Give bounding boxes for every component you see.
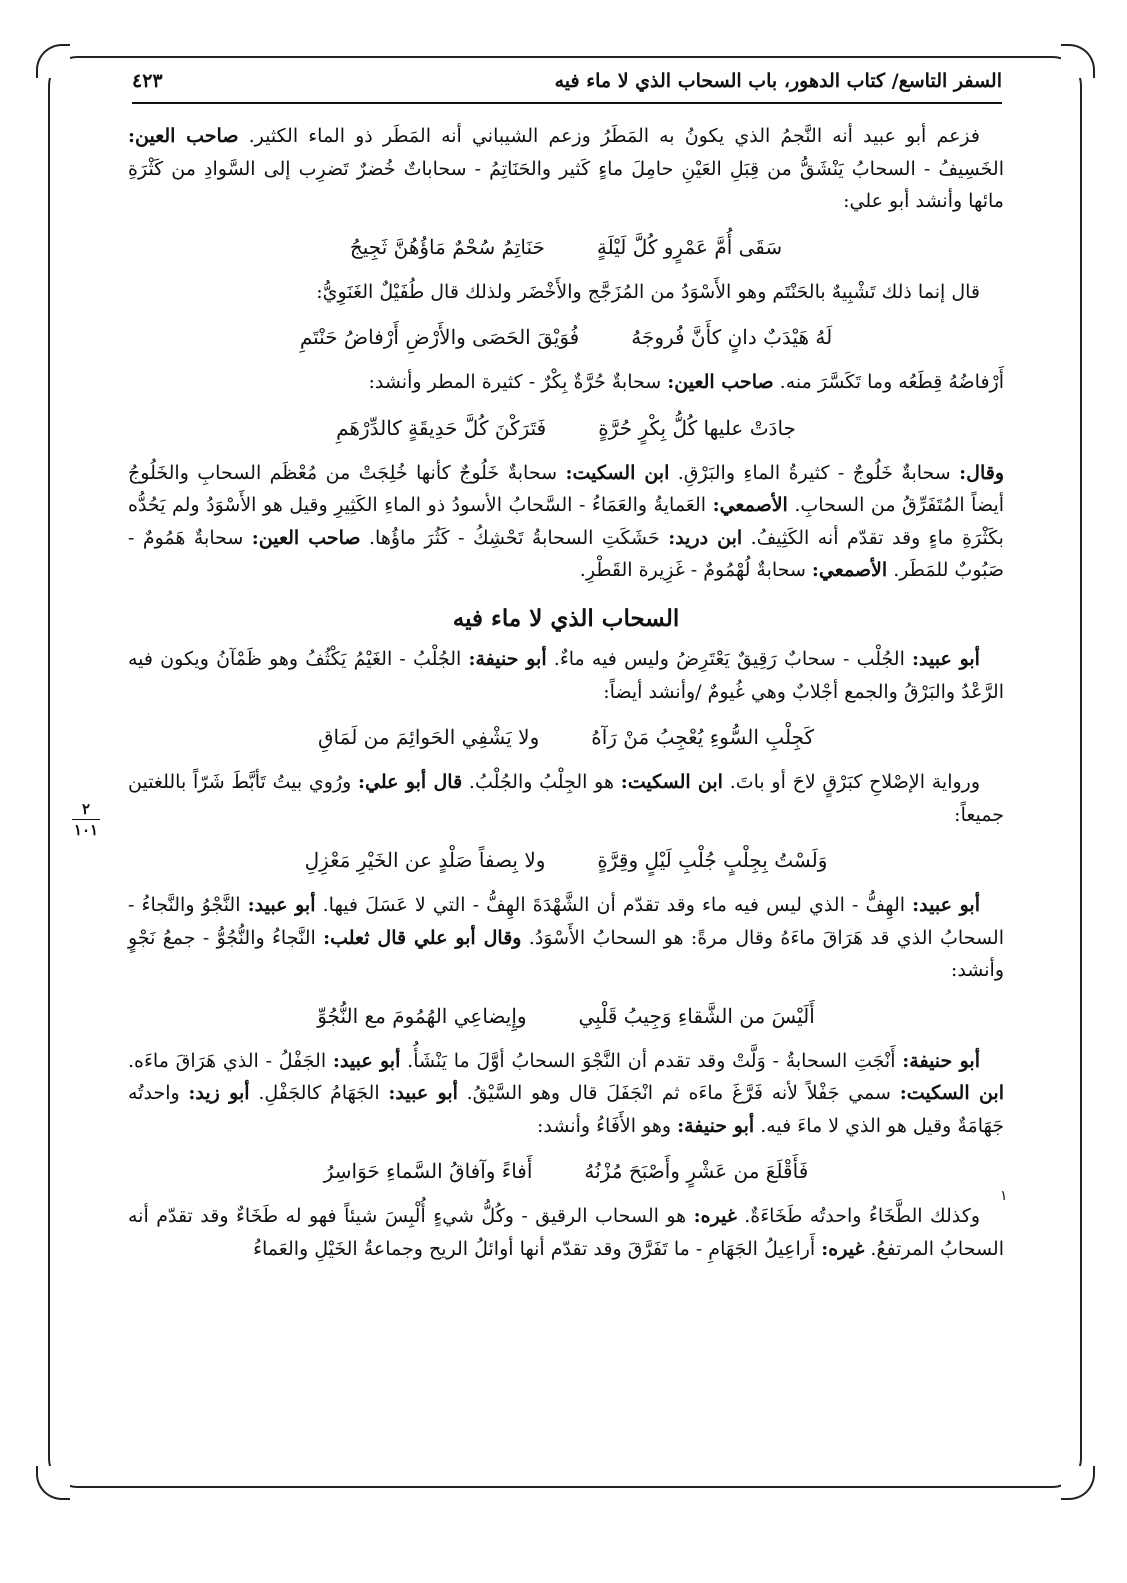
verse-hemistich: فَتَرَكْنَ كُلَّ حَدِيقَةٍ كالدِّرْهَمِ xyxy=(336,415,547,440)
source-label: قال أبو علي: xyxy=(358,771,463,793)
source-label: الأصمعي: xyxy=(712,494,788,516)
folio-bottom: ١٠١ xyxy=(73,821,99,839)
verse-hemistich: وَلَسْتُ بِجِلْبٍ جُلْبِ لَيْلٍ وقِرَّةٍ xyxy=(597,848,828,872)
verse-hemistich: وإِيضاعِي الهُمُومَ مع النُّجُوِّ xyxy=(317,1003,527,1028)
margin-mark: ١ xyxy=(1000,1188,1008,1204)
verse-hemistich: سَقَى أُمَّ عَمْرٍو كُلَّ لَيْلَةٍ xyxy=(596,234,783,259)
folio-reference xyxy=(66,800,106,839)
source-label: أبو عبيد: xyxy=(388,1082,458,1104)
source-label: غيره: xyxy=(693,1205,737,1227)
folio-divider xyxy=(72,819,100,820)
paragraph: أَرْفاضُهُ قِطَعُه وما تَكَسَّرَ منه. صاحب العين: سحابةٌ حُرَّةٌ بِكْرٌ - كثيرة المطر وأنشد: xyxy=(368,371,1004,393)
source-label: أبو عبيد: xyxy=(247,894,316,916)
border-corner-ornament xyxy=(1061,1466,1095,1500)
verse-hemistich: ولا بِصفاً صَلْدٍ عن الخَيْرِ مَعْزِلِ xyxy=(304,848,546,872)
source-label: ابن السكيت: xyxy=(620,771,723,793)
paragraph: أبو عبيد: الجُلْب - سحابٌ رَقِيقٌ يَعْتَرِضُ وليس فيه ماءٌ. أبو حنيفة: الجُلْبُ - الغَيْمُ يَكْثُفُ وهو ظَمْآنُ ويكون فيه الرَّعْدُ والبَرْقُ والجمع أجْلابٌ وهي غُيومٌ /وأنشد أيضاً: xyxy=(128,648,1004,703)
verse xyxy=(128,843,1004,877)
verse xyxy=(128,999,1004,1033)
verse-hemistich: أَفاءً وآفاقُ السَّماءِ حَوَاسِرُ xyxy=(323,1159,533,1183)
border-corner-ornament xyxy=(1061,44,1095,78)
verse-hemistich: كَجِلْبِ السُّوءِ يُعْجِبُ مَنْ رَآهُ xyxy=(591,725,814,749)
verse-hemistich: ولا يَشْفِي الحَوائِمَ من لَمَاقِ xyxy=(318,725,540,749)
header-rule xyxy=(132,102,1002,104)
border-corner-ornament xyxy=(36,44,70,78)
source-label: صاحب العين: xyxy=(667,371,774,393)
verse-hemistich: فَأَقْلَعَ من عَشْرٍ وأَصْبَحَ مُزْنُهُ xyxy=(584,1159,809,1183)
running-title: السفر التاسع/ كتاب الدهور، باب السحاب الذي لا ماء فيه xyxy=(554,70,1002,92)
verse xyxy=(128,320,1004,354)
source-label: أبو عبيد: xyxy=(912,648,980,670)
source-label: أبو حنيفة: xyxy=(677,1114,755,1137)
source-label: أبو زيد: xyxy=(188,1082,250,1104)
source-label: ابن السكيت: xyxy=(565,461,670,484)
verse xyxy=(128,411,1004,445)
border-corner-ornament xyxy=(36,1466,70,1500)
verse-hemistich: فُوَيْقَ الحَصَى والأَرْضِ أَرْفاضُ حَنْتَمِ xyxy=(299,325,580,349)
source-label: صاحب العين: xyxy=(128,125,239,147)
source-label: أبو عبيد: xyxy=(332,1049,401,1072)
section-heading: السحاب الذي لا ماء فيه xyxy=(452,604,680,632)
paragraph: ورواية الإصْلاحِ كبَرْقٍ لاحَ أو باتَ. ابن السكيت: هو الجِلْبُ والجُلْبُ. قال أبو علي: ورُوي بيتُ تَأبَّطَ شَرّاً باللغتين جميعاً: xyxy=(128,771,1004,826)
source-label: أبو عبيد: xyxy=(912,894,980,916)
source-label: ابن دريد: xyxy=(668,526,743,549)
page-body xyxy=(128,120,1004,1265)
verse xyxy=(128,720,1004,754)
paragraph: وقال: سحابةٌ خَلُوجٌ - كثيرةُ الماءِ والبَرْقِ. ابن السكيت: سحابةٌ خَلُوجٌ كأنها خُلِجَتْ من مُعْظَم السحابِ والخَلُوجُ أيضاً المُتَفَرِّقُ من السحابِ. الأصمعي: العَمايةُ والعَمَاءُ - السَّحابُ الأسودُ ذو الماءِ الكَثِيرِ وقيل هو الأَسْوَدُ ولم يَحُدُّه بكَثْرَةِ ماءٍ وقد تقدّم أنه الكَثِيفُ. ابن دريد: حَشَكَتِ السحابةُ تَحْشِكُ - كَثُرَ ماؤُها. صاحب العين: سحابةٌ هَمُومٌ - صَبُوبٌ للمَطَر. الأصمعي: سحابةٌ لُهْمُومٌ - غَزِيرة القَطْرِ. xyxy=(128,461,1005,581)
paragraph: فزعم أبو عبيد أنه النَّجمُ الذي يكونُ به المَطَرُ وزعم الشيباني أنه المَطَر ذو الماء الكثير. صاحب العين: الخَسِيفُ - السحابُ يَنْشَقُّ من قِبَلِ العَيْنِ حامِلَ ماءٍ كَثير والحَنَاتِمُ - سحاباتٌ خُضرٌ تَضرِب إلى السَّوادِ من كَثْرَةِ مائها وأنشد أبو علي: xyxy=(128,125,1004,212)
source-label: وقال أبو علي قال ثعلب: xyxy=(323,926,522,949)
page-number: ٤٢٣ xyxy=(132,70,163,92)
paragraph: وكذلك الطَّخَاءُ واحدتُه طَخَاءَةٌ. غيره: هو السحاب الرقيق - وكُلُّ شيءٍ أُلْبِسَ شيئاً فهو له طَخَاءٌ وقد تقدّم أنه السحابُ المرتفعُ. غيره: أَراعِيلُ الجَهَامِ - ما تَفَرَّقَ وقد تقدّم أنها أوائلُ الريح وجماعةُ الخَيْلِ والعَماءُ xyxy=(128,1205,1004,1260)
verse-hemistich: لَهُ هَيْدَبٌ دانٍ كأَنَّ فُروجَهُ xyxy=(631,325,833,349)
source-label: غيره: xyxy=(821,1237,865,1260)
verse xyxy=(128,1154,1004,1188)
source-label: الأصمعي: xyxy=(811,559,888,581)
verse-hemistich: حَنَاتِمُ سُحْمٌ مَاؤُهُنَّ ثَجِيجُ xyxy=(349,234,545,259)
source-label: صاحب العين: xyxy=(251,526,361,549)
paragraph: أبو عبيد: الهِفُّ - الذي ليس فيه ماء وقد تقدّم أن الشَّهْدَةَ الهِفُّ - التي لا عَسَلَ فيها. أبو عبيد: النَّجْوُ والنَّجاءُ - السحابُ الذي قد هَرَاقَ ماءَهُ وقال مرةً: هو السحابُ الأَسْوَدُ. وقال أبو علي قال ثعلب: النَّجاءُ والنُّجُوُّ - جمعُ نَجْوٍ وأنشد: xyxy=(128,894,1004,981)
source-label: أبو حنيفة: xyxy=(468,648,547,670)
source-label: أبو حنيفة: xyxy=(902,1049,981,1072)
running-header xyxy=(132,64,1002,98)
source-label: ابن السكيت: xyxy=(899,1082,1004,1104)
verse xyxy=(128,230,1004,264)
source-label: وقال: xyxy=(959,461,1004,484)
paragraph: قال إنما ذلك تَشْبِيهٌ بالحَنْتَم وهو الأَسْوَدُ من المُزَجَّج والأَخْضَر ولذلك قال طُفَيْلٌ الغَنَوِيُّ: xyxy=(316,280,980,303)
verse-hemistich: أَلَيْسَ من الشَّقاءِ وَجِيبُ قَلْبِي xyxy=(578,1003,815,1028)
verse-hemistich: جادَتْ عليها كُلُّ بِكْرٍ حُرَّةٍ xyxy=(598,415,796,440)
folio-top: ٢ xyxy=(81,800,91,818)
paragraph: أبو حنيفة: أَنْجَتِ السحابةُ - وَلَّتْ وقد تقدم أن النَّجْوَ السحابُ أوَّلَ ما يَنْشَأُ. أبو عبيد: الجَفْلُ - الذي هَرَاقَ ماءَه. ابن السكيت: سمي جَفْلاً لأنه فَرَّغَ ماءَه ثم انْجَفَلَ قال وهو السَّيْقُ. أبو عبيد: الجَهَامُ كالجَفْلِ. أبو زيد: واحدتُه جَهَامَةٌ وقيل هو الذي لا ماءَ فيه. أبو حنيفة: وهو الأَفَاءُ وأنشد: xyxy=(128,1049,1004,1137)
